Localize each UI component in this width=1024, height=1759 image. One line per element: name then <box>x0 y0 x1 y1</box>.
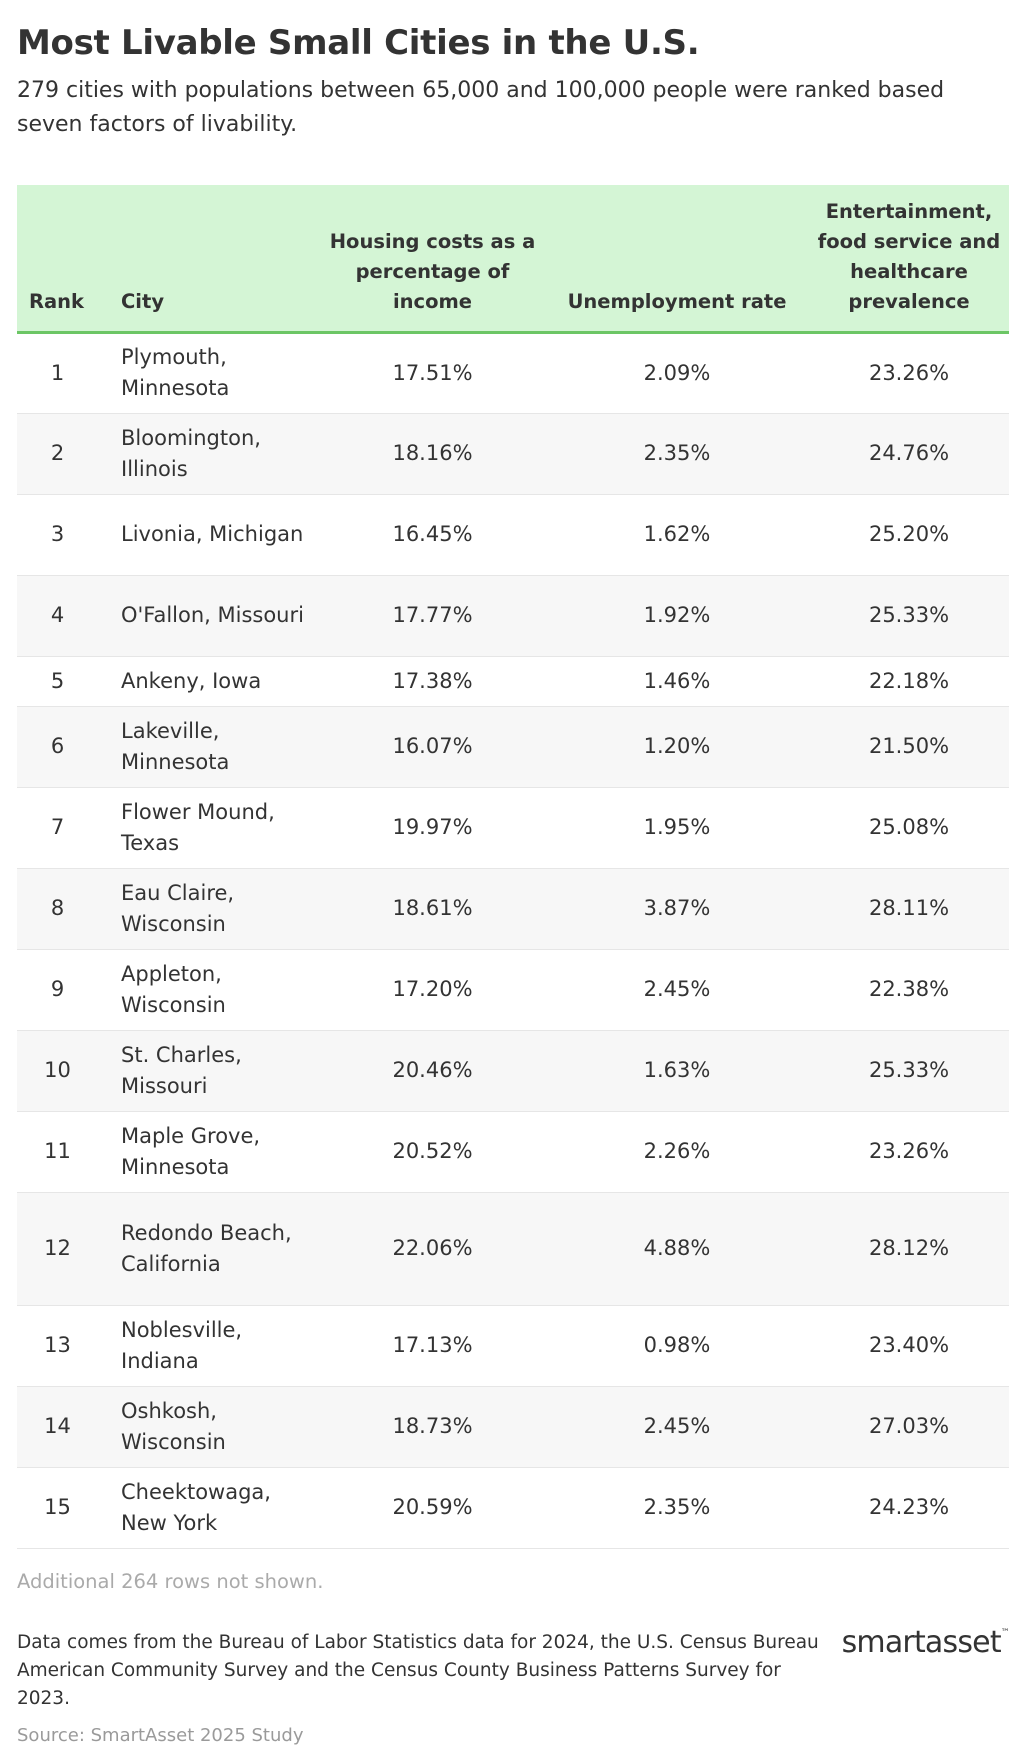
cell-housing-costs: 16.45% <box>320 494 545 575</box>
cell-housing-costs: 20.52% <box>320 1111 545 1192</box>
header-unemployment-rate: Unemployment rate <box>545 185 809 332</box>
cell-rank: 3 <box>17 494 98 575</box>
cell-entertainment-prevalence: 27.03% <box>809 1386 1009 1467</box>
chart-title: Most Livable Small Cities in the U.S. <box>17 23 700 63</box>
source-note: Source: SmartAsset 2025 Study <box>17 1724 304 1746</box>
header-rank: Rank <box>17 185 98 332</box>
cell-entertainment-prevalence: 23.26% <box>809 332 1009 413</box>
table-row <box>17 787 1009 868</box>
cell-unemployment-rate: 2.26% <box>545 1111 809 1192</box>
cell-housing-costs: 18.61% <box>320 868 545 949</box>
cell-entertainment-prevalence: 25.33% <box>809 575 1009 656</box>
cell-city: Oshkosh, Wisconsin <box>98 1386 320 1467</box>
table-row <box>17 494 1009 575</box>
cell-rank: 9 <box>17 949 98 1030</box>
cell-rank: 10 <box>17 1030 98 1111</box>
cell-unemployment-rate: 2.45% <box>545 949 809 1030</box>
cell-entertainment-prevalence: 28.11% <box>809 868 1009 949</box>
brand-wordmark: smartasset <box>841 1624 1001 1660</box>
cell-entertainment-prevalence: 28.12% <box>809 1192 1009 1305</box>
cell-entertainment-prevalence: 24.23% <box>809 1467 1009 1548</box>
cell-housing-costs: 17.38% <box>320 656 545 706</box>
table-row <box>17 413 1009 494</box>
cell-entertainment-prevalence: 22.18% <box>809 656 1009 706</box>
cell-unemployment-rate: 2.35% <box>545 413 809 494</box>
header-entertainment-prevalence: Entertainment, food service and healthcare prevalence <box>809 185 1009 332</box>
table-row <box>17 1111 1009 1192</box>
cell-unemployment-rate: 1.46% <box>545 656 809 706</box>
cell-city: Ankeny, Iowa <box>98 656 320 706</box>
smartasset-logo <box>842 1625 1009 1660</box>
cell-entertainment-prevalence: 25.08% <box>809 787 1009 868</box>
cell-housing-costs: 16.07% <box>320 706 545 787</box>
cell-rank: 14 <box>17 1386 98 1467</box>
cell-rank: 11 <box>17 1111 98 1192</box>
cell-housing-costs: 20.59% <box>320 1467 545 1548</box>
chart-container <box>17 22 1009 1749</box>
cell-rank: 7 <box>17 787 98 868</box>
table-row <box>17 1305 1009 1386</box>
table-row <box>17 575 1009 656</box>
cell-city: Maple Grove, Minnesota <box>98 1111 320 1192</box>
cell-unemployment-rate: 4.88% <box>545 1192 809 1305</box>
cell-city: Cheektowaga, New York <box>98 1467 320 1548</box>
cell-city: Eau Claire, Wisconsin <box>98 868 320 949</box>
cell-unemployment-rate: 1.20% <box>545 706 809 787</box>
cell-unemployment-rate: 0.98% <box>545 1305 809 1386</box>
header-housing-costs: Housing costs as a percentage of income <box>320 185 545 332</box>
cell-housing-costs: 17.77% <box>320 575 545 656</box>
cell-unemployment-rate: 1.92% <box>545 575 809 656</box>
table-row <box>17 332 1009 413</box>
cell-entertainment-prevalence: 23.26% <box>809 1111 1009 1192</box>
cell-city: O'Fallon, Missouri <box>98 575 320 656</box>
cell-unemployment-rate: 1.62% <box>545 494 809 575</box>
table-row <box>17 656 1009 706</box>
cell-city: Lakeville, Minnesota <box>98 706 320 787</box>
trademark-mark: ™ <box>1000 1627 1009 1638</box>
cell-city: Flower Mound, Texas <box>98 787 320 868</box>
cell-rank: 8 <box>17 868 98 949</box>
cell-entertainment-prevalence: 22.38% <box>809 949 1009 1030</box>
cell-rank: 15 <box>17 1467 98 1548</box>
table-header-row <box>17 185 1009 332</box>
header-city: City <box>98 185 320 332</box>
data-methodology-note: Data comes from the Bureau of Labor Statistics data for 2024, the U.S. Census Bureau American Community Survey and the Census County Business Patterns Survey for 2023. <box>17 1631 819 1709</box>
cell-rank: 2 <box>17 413 98 494</box>
cell-rank: 13 <box>17 1305 98 1386</box>
cell-unemployment-rate: 1.95% <box>545 787 809 868</box>
cell-rank: 5 <box>17 656 98 706</box>
rows-not-shown-note: Additional 264 rows not shown. <box>17 1569 324 1593</box>
table-row <box>17 1030 1009 1111</box>
cell-city: Livonia, Michigan <box>98 494 320 575</box>
cell-housing-costs: 18.73% <box>320 1386 545 1467</box>
table-row <box>17 1467 1009 1548</box>
cell-housing-costs: 17.20% <box>320 949 545 1030</box>
cell-city: Noblesville, Indiana <box>98 1305 320 1386</box>
cell-entertainment-prevalence: 25.33% <box>809 1030 1009 1111</box>
footer <box>17 1624 1009 1713</box>
table-body <box>17 332 1009 1548</box>
cell-unemployment-rate: 2.09% <box>545 332 809 413</box>
table-row <box>17 1192 1009 1305</box>
cell-city: Bloomington, Illinois <box>98 413 320 494</box>
table-row <box>17 1386 1009 1467</box>
cell-housing-costs: 20.46% <box>320 1030 545 1111</box>
cell-rank: 1 <box>17 332 98 413</box>
cell-unemployment-rate: 2.45% <box>545 1386 809 1467</box>
cell-city: Appleton, Wisconsin <box>98 949 320 1030</box>
table-row <box>17 868 1009 949</box>
chart-subtitle: 279 cities with populations between 65,000 and 100,000 people were ranked based seven factors of livability. <box>17 78 945 137</box>
cell-housing-costs: 22.06% <box>320 1192 545 1305</box>
table-row <box>17 949 1009 1030</box>
cell-city: Redondo Beach, California <box>98 1192 320 1305</box>
table-row <box>17 706 1009 787</box>
cell-entertainment-prevalence: 21.50% <box>809 706 1009 787</box>
cell-unemployment-rate: 3.87% <box>545 868 809 949</box>
cell-rank: 12 <box>17 1192 98 1305</box>
cell-rank: 6 <box>17 706 98 787</box>
cell-entertainment-prevalence: 25.20% <box>809 494 1009 575</box>
cell-entertainment-prevalence: 23.40% <box>809 1305 1009 1386</box>
cell-housing-costs: 17.13% <box>320 1305 545 1386</box>
data-table <box>17 185 1009 1549</box>
cell-entertainment-prevalence: 24.76% <box>809 413 1009 494</box>
cell-housing-costs: 17.51% <box>320 332 545 413</box>
cell-unemployment-rate: 2.35% <box>545 1467 809 1548</box>
cell-city: St. Charles, Missouri <box>98 1030 320 1111</box>
cell-unemployment-rate: 1.63% <box>545 1030 809 1111</box>
cell-rank: 4 <box>17 575 98 656</box>
cell-city: Plymouth, Minnesota <box>98 332 320 413</box>
cell-housing-costs: 18.16% <box>320 413 545 494</box>
cell-housing-costs: 19.97% <box>320 787 545 868</box>
